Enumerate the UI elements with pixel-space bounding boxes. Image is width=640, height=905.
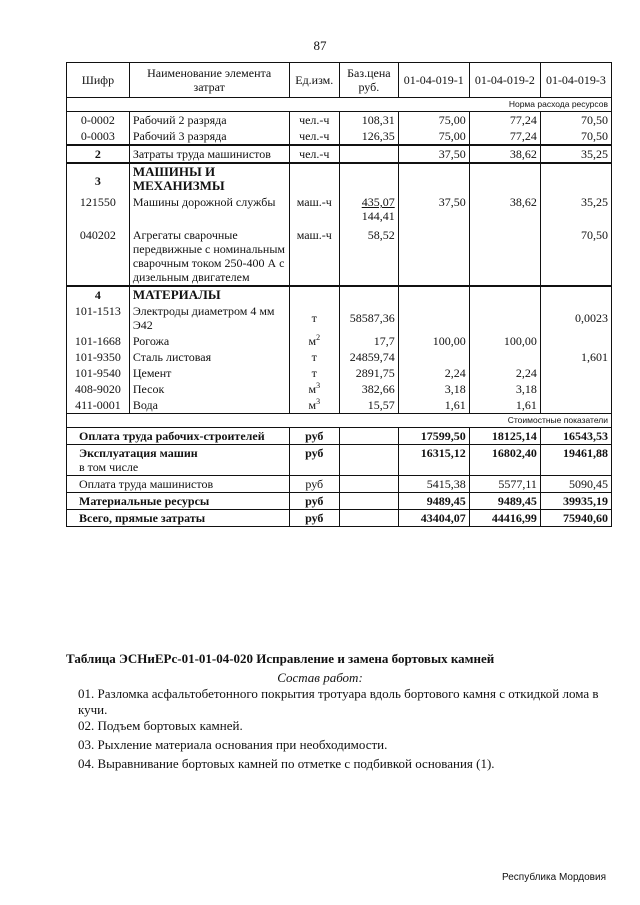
cell-value-1: 2,24	[398, 365, 469, 381]
cell-code: 2	[67, 145, 130, 163]
cell-value-3	[540, 381, 611, 397]
cell-value-2: 77,24	[469, 112, 540, 129]
summary-row	[67, 428, 612, 445]
summary-unit: руб	[289, 493, 339, 510]
cell-empty	[340, 163, 399, 194]
cell-empty	[540, 163, 611, 194]
cell-value-1: 100,00	[398, 333, 469, 349]
cell-price: 382,66	[340, 381, 399, 397]
cell-value-2	[469, 224, 540, 286]
summary-value-2: 44416,99	[469, 510, 540, 527]
cost-label: Стоимостные показатели	[67, 414, 612, 428]
summary-row	[67, 493, 612, 510]
cell-empty	[398, 163, 469, 194]
unit-superscript: 3	[316, 397, 321, 406]
cost-label-row	[67, 414, 612, 428]
cell-price: 17,7	[340, 333, 399, 349]
cell-name: Рогожа	[129, 333, 289, 349]
unit-text: м	[308, 382, 317, 396]
cell-code: 040202	[67, 224, 130, 286]
cell-unit: чел.-ч	[289, 128, 339, 145]
summary-value-1: 9489,45	[398, 493, 469, 510]
cell-value-3: 35,25	[540, 145, 611, 163]
cell-value-2	[469, 303, 540, 333]
cell-code: 101-9540	[67, 365, 130, 381]
header-name: Наименование элемента затрат	[129, 63, 289, 98]
summary-label-main: Эксплуатация машин	[79, 446, 198, 460]
cell-price	[340, 145, 399, 163]
cell-price: 24859,74	[340, 349, 399, 365]
cell-code: 0-0003	[67, 128, 130, 145]
summary-price	[340, 510, 399, 527]
table-row	[67, 303, 612, 333]
cell-value-1	[398, 303, 469, 333]
cell-name: Песок	[129, 381, 289, 397]
summary-row-total	[67, 510, 612, 527]
unit-superscript: 3	[316, 381, 321, 390]
table-row	[67, 145, 612, 163]
cell-value-1: 75,00	[398, 112, 469, 129]
cell-value-3	[540, 333, 611, 349]
cell-value-3: 1,601	[540, 349, 611, 365]
page-number: 87	[313, 38, 327, 53]
cell-value-2: 1,61	[469, 397, 540, 414]
cell-value-1	[398, 224, 469, 286]
summary-value-2: 16802,40	[469, 445, 540, 476]
summary-value-2: 18125,14	[469, 428, 540, 445]
cell-empty	[469, 286, 540, 303]
summary-value-3: 39935,19	[540, 493, 611, 510]
cell-unit: маш.-ч	[289, 194, 339, 224]
cell-value-2: 3,18	[469, 381, 540, 397]
cell-code: 411-0001	[67, 397, 130, 414]
section-machines-title: МАШИНЫ И МЕХАНИЗМЫ	[129, 163, 289, 194]
cell-empty	[289, 163, 339, 194]
price-value-secondary: 144,41	[361, 209, 395, 223]
table-row-section	[67, 286, 612, 303]
cell-value-1	[398, 349, 469, 365]
table-row	[67, 224, 612, 286]
cell-name: Цемент	[129, 365, 289, 381]
cell-value-2: 38,62	[469, 145, 540, 163]
header-col-2: 01-04-019-2	[469, 63, 540, 98]
summary-label: Оплата труда машинистов	[67, 476, 290, 493]
summary-value-2: 9489,45	[469, 493, 540, 510]
cell-code: 3	[67, 163, 130, 194]
section-subtitle: Состав работ:	[277, 670, 363, 685]
cell-price: 58,52	[340, 224, 399, 286]
work-item: 01. Разломка асфальтобетонного покрытия тротуара вдоль бортового камня с откидкой лома в кучи.	[78, 686, 599, 717]
summary-label: Материальные ресурсы	[67, 493, 290, 510]
unit-text: м	[308, 334, 317, 348]
cell-code: 101-1668	[67, 333, 130, 349]
footer-region: Республика Мордовия	[502, 872, 606, 883]
cell-price: 108,31	[340, 112, 399, 129]
cell-code: 101-9350	[67, 349, 130, 365]
summary-value-1: 43404,07	[398, 510, 469, 527]
summary-price	[340, 493, 399, 510]
summary-value-3: 16543,53	[540, 428, 611, 445]
cell-value-2: 2,24	[469, 365, 540, 381]
cell-code: 121550	[67, 194, 130, 224]
cell-value-1: 3,18	[398, 381, 469, 397]
summary-value-3: 19461,88	[540, 445, 611, 476]
cell-name: Рабочий 2 разряда	[129, 112, 289, 129]
cell-name: Машины дорожной службы	[129, 194, 289, 224]
summary-price	[340, 428, 399, 445]
cell-empty	[469, 163, 540, 194]
unit-text: м	[308, 398, 317, 412]
cell-empty	[340, 286, 399, 303]
summary-price	[340, 445, 399, 476]
summary-value-1: 17599,50	[398, 428, 469, 445]
cell-value-1: 75,00	[398, 128, 469, 145]
resource-table	[66, 62, 612, 527]
cell-empty	[540, 286, 611, 303]
cell-price: 58587,36	[340, 303, 399, 333]
cell-unit: маш.-ч	[289, 224, 339, 286]
summary-unit: руб	[289, 445, 339, 476]
norm-label: Норма расхода ресурсов	[67, 98, 612, 112]
table-row	[67, 112, 612, 129]
cell-value-2	[469, 349, 540, 365]
cell-value-2: 77,24	[469, 128, 540, 145]
summary-value-3: 5090,45	[540, 476, 611, 493]
summary-value-2: 5577,11	[469, 476, 540, 493]
cell-name: Сталь листовая	[129, 349, 289, 365]
header-unit: Ед.изм.	[289, 63, 339, 98]
summary-unit: руб	[289, 510, 339, 527]
work-item: 04. Выравнивание бортовых камней по отметке с подбивкой основания (1).	[78, 756, 495, 771]
cell-name: Затраты труда машинистов	[129, 145, 289, 163]
cell-price	[340, 194, 399, 224]
cell-value-2: 38,62	[469, 194, 540, 224]
table-header-row	[67, 63, 612, 98]
table-row	[67, 365, 612, 381]
cell-value-1: 1,61	[398, 397, 469, 414]
summary-label: Оплата труда рабочих-строителей	[67, 428, 290, 445]
table-row	[67, 381, 612, 397]
table-row	[67, 128, 612, 145]
work-item: 03. Рыхление материала основания при необходимости.	[78, 737, 388, 752]
cell-unit: т	[289, 303, 339, 333]
header-col-3: 01-04-019-3	[540, 63, 611, 98]
cell-name: Рабочий 3 разряда	[129, 128, 289, 145]
cell-code: 408-9020	[67, 381, 130, 397]
cell-code: 101-1513	[67, 303, 130, 333]
cell-unit	[289, 381, 339, 397]
cell-value-3: 70,50	[540, 224, 611, 286]
table-row	[67, 194, 612, 224]
cell-code: 4	[67, 286, 130, 303]
summary-unit: руб	[289, 476, 339, 493]
cell-name: Вода	[129, 397, 289, 414]
cell-value-1: 37,50	[398, 194, 469, 224]
cell-value-3	[540, 365, 611, 381]
unit-superscript: 2	[316, 333, 321, 342]
work-item: 02. Подъем бортовых камней.	[78, 718, 243, 733]
summary-row	[67, 445, 612, 476]
cell-name: Электроды диаметром 4 мм Э42	[129, 303, 289, 333]
summary-value-1: 16315,12	[398, 445, 469, 476]
summary-value-1: 5415,38	[398, 476, 469, 493]
summary-row	[67, 476, 612, 493]
cell-code: 0-0002	[67, 112, 130, 129]
summary-label	[67, 445, 290, 476]
cell-value-3: 70,50	[540, 112, 611, 129]
norm-label-row	[67, 98, 612, 112]
price-value: 435,07	[361, 195, 395, 209]
summary-unit: руб	[289, 428, 339, 445]
cell-empty	[289, 286, 339, 303]
header-code: Шифр	[67, 63, 130, 98]
table-row	[67, 397, 612, 414]
cell-value-2: 100,00	[469, 333, 540, 349]
cell-unit: чел.-ч	[289, 112, 339, 129]
cell-unit: т	[289, 365, 339, 381]
cell-price: 126,35	[340, 128, 399, 145]
cell-value-3: 70,50	[540, 128, 611, 145]
cell-name: Агрегаты сварочные передвижные с номинальным сварочным током 250-400 А с дизельным двигателем	[129, 224, 289, 286]
cell-value-1: 37,50	[398, 145, 469, 163]
cell-unit: т	[289, 349, 339, 365]
cell-value-3	[540, 397, 611, 414]
cell-unit	[289, 397, 339, 414]
header-col-1: 01-04-019-1	[398, 63, 469, 98]
cell-unit: чел.-ч	[289, 145, 339, 163]
cell-value-3: 0,0023	[540, 303, 611, 333]
summary-label-sub: в том числе	[79, 460, 139, 474]
cell-empty	[398, 286, 469, 303]
summary-value-3: 75940,60	[540, 510, 611, 527]
cell-value-3: 35,25	[540, 194, 611, 224]
table-row	[67, 349, 612, 365]
section-materials-title: МАТЕРИАЛЫ	[129, 286, 289, 303]
cell-price: 15,57	[340, 397, 399, 414]
table-row-section	[67, 163, 612, 194]
header-price: Баз.цена руб.	[340, 63, 399, 98]
summary-label: Всего, прямые затраты	[67, 510, 290, 527]
cell-price: 2891,75	[340, 365, 399, 381]
section-title: Таблица ЭСНиЕРс-01-01-04-020 Исправление и замена бортовых камней	[66, 651, 495, 666]
table-row	[67, 333, 612, 349]
summary-price	[340, 476, 399, 493]
cell-unit	[289, 333, 339, 349]
